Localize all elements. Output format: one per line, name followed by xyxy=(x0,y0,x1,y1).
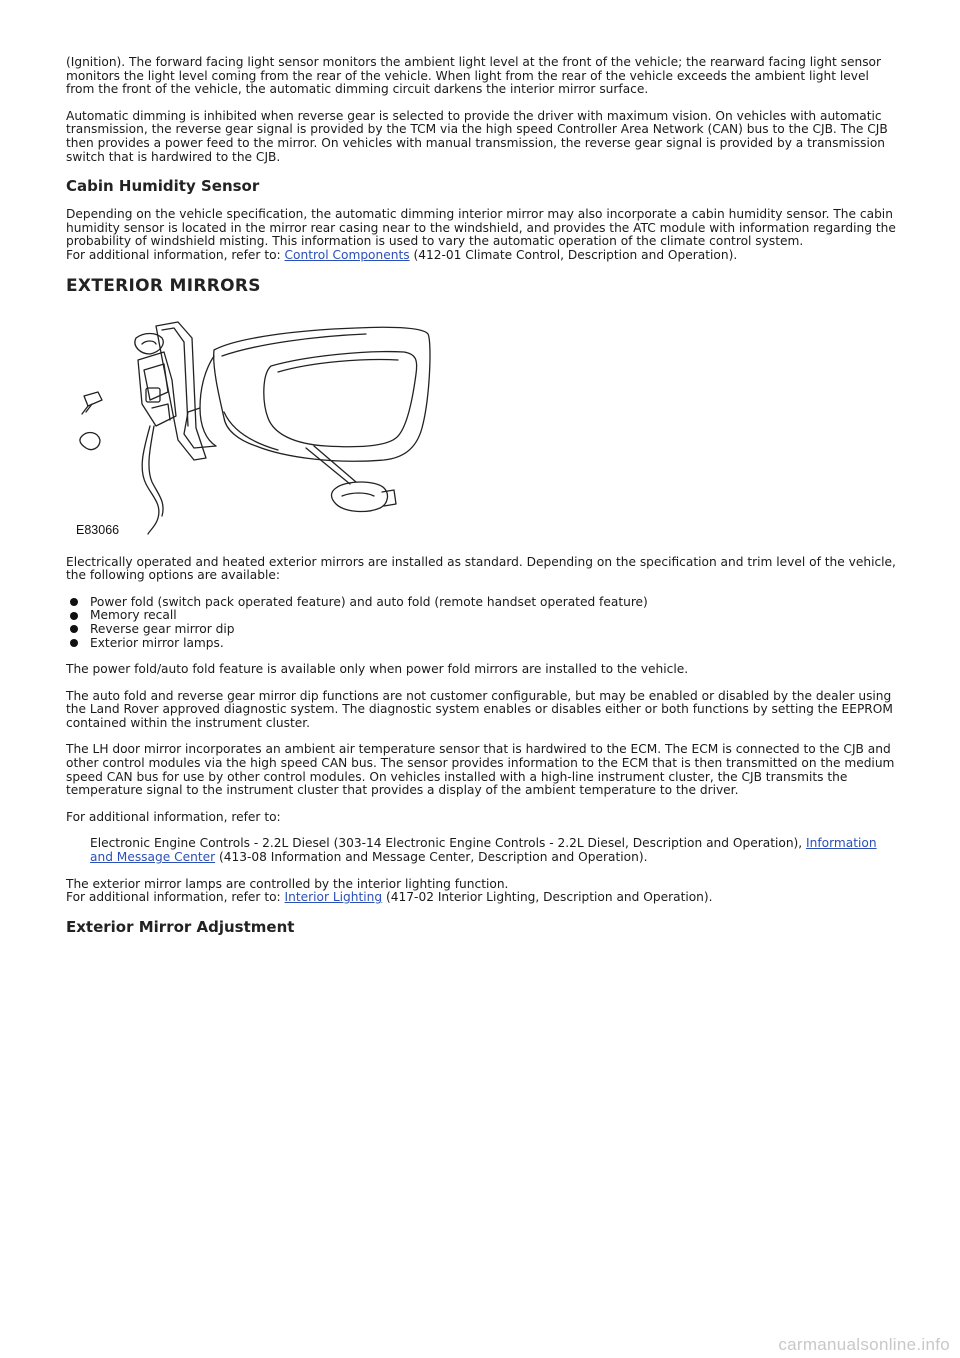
paragraph-ref2-links xyxy=(66,837,896,864)
link-information-message-center[interactable]: Information and Message Center xyxy=(90,836,877,865)
cabin-humidity-text: Depending on the vehicle specification, the automatic dimming interior mirror may also incorporate a cabin humidity sensor. The cabin humidity sensor is located in the mirror rear casing near to the windshield, and provides the ATC module with information regarding the probability of windshield misting. This information is used to vary the automatic operation of the climate control system. xyxy=(66,207,896,249)
paragraph-exterior-intro: Electrically operated and heated exterior mirrors are installed as standard. Depending on the specification and trim level of the vehicle, the following options are available: xyxy=(66,554,896,583)
paragraph-cabin-humidity xyxy=(66,208,896,262)
heading-exterior-mirrors: EXTERIOR MIRRORS xyxy=(66,275,261,296)
ref2-line: Electronic Engine Controls - 2.2L Diesel (303-14 Electronic Engine Controls - 2.2L Diesel, Description and Operation), xyxy=(90,836,807,851)
mirror-lamps-text: The exterior mirror lamps are controlled by the interior lighting function. xyxy=(66,876,509,891)
heading-exterior-mirror-adjustment: Exterior Mirror Adjustment xyxy=(66,917,295,936)
heading-cabin-humidity: Cabin Humidity Sensor xyxy=(66,177,260,196)
paragraph-ref2-prefix: For additional information, refer to: xyxy=(66,809,281,824)
paragraph-ignition: (Ignition). The forward facing light sensor monitors the ambient light level at the front of the vehicle; the rearward facing light sensor monitors the light level coming from the rear of the vehicle. When light from the rear of the vehicle exceeds the ambient light level from the front of the vehicle, the automatic dimming circuit darkens the interior mirror surface. xyxy=(66,55,882,97)
list-item: Exterior mirror lamps. xyxy=(66,637,896,651)
paragraph-temperature-sensor: The LH door mirror incorporates an ambient air temperature sensor that is hardwired to the ECM. The ECM is connected to the CJB and other control modules via the high speed CAN bus. The sensor provides information to the ECM that is then transmitted on the medium speed CAN bus for use by other control modules. On vehicles installed with a high-line instrument cluster, the CJB transmits the temperature signal to the instrument cluster that provides a display of the ambient temperature to the driver. xyxy=(66,742,895,798)
watermark: carmanualsonline.info xyxy=(778,1335,950,1355)
list-item: Reverse gear mirror dip xyxy=(66,623,896,637)
link-control-components[interactable]: Control Components xyxy=(284,247,410,262)
list-item: Power fold (switch pack operated feature) and auto fold (remote handset operated feature) xyxy=(66,596,896,610)
paragraph-configurable: The auto fold and reverse gear mirror dip functions are not customer configurable, but may be enabled or disabled by the dealer using the Land Rover approved diagnostic system. The diagnostic system enables or disables either or both functions by setting the EEPROM contained within the instrument cluster. xyxy=(66,688,893,730)
paragraph-power-fold: The power fold/auto fold feature is available only when power fold mirrors are installed to the vehicle. xyxy=(66,662,689,677)
cabin-ref-prefix: For additional information, refer to: xyxy=(66,247,285,262)
ref3-prefix: For additional information, refer to: xyxy=(66,890,285,905)
figure-label: E83066 xyxy=(76,522,120,537)
link-interior-lighting[interactable]: Interior Lighting xyxy=(284,890,383,905)
cabin-ref-suffix: (412-01 Climate Control, Description and Operation). xyxy=(409,247,738,262)
ref2-suffix: (413-08 Information and Message Center, Description and Operation). xyxy=(215,850,648,865)
ref3-suffix: (417-02 Interior Lighting, Description and Operation). xyxy=(382,890,713,905)
paragraph-reverse-inhibit: Automatic dimming is inhibited when reverse gear is selected to provide the driver with maximum vision. On vehicles with automatic transmission, the reverse gear signal is provided by the TCM via the high speed Controller Area Network (CAN) bus to the CJB. The CJB then provides a power feed to the mirror. On vehicles with manual transmission, the reverse gear signal is provided by a transmission switch that is hardwired to the CJB. xyxy=(66,108,888,164)
exterior-mirror-illustration xyxy=(66,308,496,544)
options-list xyxy=(66,596,896,650)
paragraph-mirror-lamps xyxy=(66,878,896,905)
document-page xyxy=(66,56,896,949)
list-item: Memory recall xyxy=(66,609,896,623)
mirror-drawing xyxy=(66,308,496,544)
